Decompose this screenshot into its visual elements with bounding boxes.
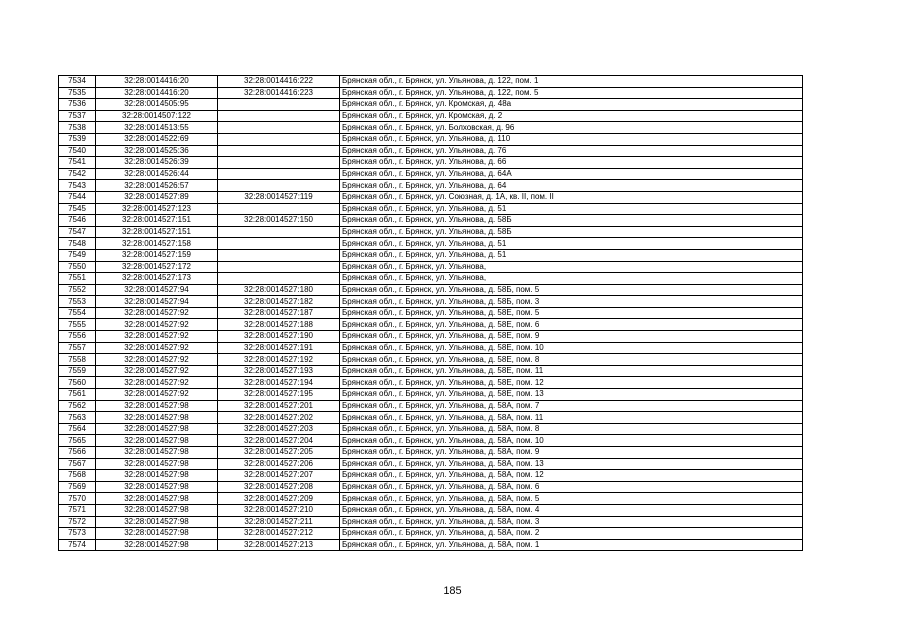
table-row <box>59 423 803 435</box>
page-number: 185 <box>443 585 462 597</box>
sub-cadastral-number-cell <box>218 261 340 273</box>
row-number-cell: 7554 <box>59 307 96 319</box>
row-number-cell: 7564 <box>59 423 96 435</box>
cadastral-number-cell: 32:28:0014527:94 <box>96 296 218 308</box>
address-cell: Брянская обл., г. Брянск, ул. Ульянова, д. 51 <box>340 203 803 215</box>
cadastral-number-cell: 32:28:0014527:92 <box>96 389 218 401</box>
table-row <box>59 342 803 354</box>
cadastral-number-cell: 32:28:0014527:98 <box>96 400 218 412</box>
sub-cadastral-number-cell: 32:28:0014527:150 <box>218 215 340 227</box>
sub-cadastral-number-cell: 32:28:0014527:182 <box>218 296 340 308</box>
address-cell: Брянская обл., г. Брянск, ул. Ульянова, <box>340 273 803 285</box>
cadastral-number-cell: 32:28:0014527:123 <box>96 203 218 215</box>
address-cell: Брянская обл., г. Брянск, ул. Ульянова, д. 58Б, пом. 3 <box>340 296 803 308</box>
table-row <box>59 296 803 308</box>
address-cell: Брянская обл., г. Брянск, ул. Ульянова, д. 122, пом. 5 <box>340 87 803 99</box>
row-number-cell: 7573 <box>59 528 96 540</box>
sub-cadastral-number-cell <box>218 110 340 122</box>
table-row <box>59 273 803 285</box>
table-row <box>59 528 803 540</box>
sub-cadastral-number-cell <box>218 249 340 261</box>
address-cell: Брянская обл., г. Брянск, ул. Болховская, д. 96 <box>340 122 803 134</box>
address-cell: Брянская обл., г. Брянск, ул. Ульянова, д. 51 <box>340 249 803 261</box>
table-row <box>59 389 803 401</box>
table-row <box>59 191 803 203</box>
sub-cadastral-number-cell: 32:28:0014527:195 <box>218 389 340 401</box>
address-cell: Брянская обл., г. Брянск, ул. Ульянова, д. 51 <box>340 238 803 250</box>
cadastral-number-cell: 32:28:0014527:98 <box>96 539 218 551</box>
address-cell: Брянская обл., г. Брянск, ул. Ульянова, д. 76 <box>340 145 803 157</box>
cadastral-number-cell: 32:28:0014526:39 <box>96 157 218 169</box>
address-cell: Брянская обл., г. Брянск, ул. Ульянова, д. 58Е, пом. 13 <box>340 389 803 401</box>
table-row <box>59 516 803 528</box>
sub-cadastral-number-cell: 32:28:0014527:211 <box>218 516 340 528</box>
sub-cadastral-number-cell <box>218 133 340 145</box>
row-number-cell: 7571 <box>59 504 96 516</box>
sub-cadastral-number-cell: 32:28:0014527:180 <box>218 284 340 296</box>
row-number-cell: 7557 <box>59 342 96 354</box>
cadastral-number-cell: 32:28:0014527:98 <box>96 447 218 459</box>
cadastral-number-cell: 32:28:0014527:98 <box>96 504 218 516</box>
address-cell: Брянская обл., г. Брянск, ул. Ульянова, д. 58Е, пом. 5 <box>340 307 803 319</box>
sub-cadastral-number-cell <box>218 203 340 215</box>
cadastral-number-cell: 32:28:0014527:92 <box>96 354 218 366</box>
table-row <box>59 435 803 447</box>
sub-cadastral-number-cell: 32:28:0014416:223 <box>218 87 340 99</box>
sub-cadastral-number-cell <box>218 122 340 134</box>
row-number-cell: 7560 <box>59 377 96 389</box>
address-cell: Брянская обл., г. Брянск, ул. Ульянова, д. 58Е, пом. 11 <box>340 365 803 377</box>
address-cell: Брянская обл., г. Брянск, ул. Ульянова, д. 58Б <box>340 215 803 227</box>
sub-cadastral-number-cell: 32:28:0014527:210 <box>218 504 340 516</box>
row-number-cell: 7565 <box>59 435 96 447</box>
cadastral-number-cell: 32:28:0014527:92 <box>96 319 218 331</box>
sub-cadastral-number-cell: 32:28:0014527:212 <box>218 528 340 540</box>
address-cell: Брянская обл., г. Брянск, ул. Союзная, д. 1А, кв. II, пом. II <box>340 191 803 203</box>
row-number-cell: 7568 <box>59 470 96 482</box>
row-number-cell: 7546 <box>59 215 96 227</box>
sub-cadastral-number-cell <box>218 180 340 192</box>
sub-cadastral-number-cell: 32:28:0014527:188 <box>218 319 340 331</box>
cadastral-number-cell: 32:28:0014527:89 <box>96 191 218 203</box>
row-number-cell: 7551 <box>59 273 96 285</box>
cadastral-number-cell: 32:28:0014527:98 <box>96 458 218 470</box>
row-number-cell: 7569 <box>59 481 96 493</box>
table-row <box>59 331 803 343</box>
row-number-cell: 7550 <box>59 261 96 273</box>
table-row <box>59 319 803 331</box>
row-number-cell: 7541 <box>59 157 96 169</box>
table-row <box>59 87 803 99</box>
table-row <box>59 481 803 493</box>
cadastral-number-cell: 32:28:0014522:69 <box>96 133 218 145</box>
table-row <box>59 284 803 296</box>
table-row <box>59 447 803 459</box>
address-cell: Брянская обл., г. Брянск, ул. Ульянова, д. 58А, пом. 2 <box>340 528 803 540</box>
sub-cadastral-number-cell: 32:28:0014527:208 <box>218 481 340 493</box>
row-number-cell: 7544 <box>59 191 96 203</box>
table-row <box>59 458 803 470</box>
cadastral-number-cell: 32:28:0014527:92 <box>96 342 218 354</box>
row-number-cell: 7555 <box>59 319 96 331</box>
address-cell: Брянская обл., г. Брянск, ул. Ульянова, д. 58Б <box>340 226 803 238</box>
row-number-cell: 7542 <box>59 168 96 180</box>
sub-cadastral-number-cell: 32:28:0014527:205 <box>218 447 340 459</box>
sub-cadastral-number-cell: 32:28:0014527:206 <box>218 458 340 470</box>
table-row <box>59 180 803 192</box>
table-row <box>59 493 803 505</box>
address-cell: Брянская обл., г. Брянск, ул. Ульянова, д. 58Б, пом. 5 <box>340 284 803 296</box>
row-number-cell: 7556 <box>59 331 96 343</box>
sub-cadastral-number-cell: 32:28:0014527:201 <box>218 400 340 412</box>
table-row <box>59 168 803 180</box>
table-row <box>59 215 803 227</box>
sub-cadastral-number-cell: 32:28:0014527:194 <box>218 377 340 389</box>
address-cell: Брянская обл., г. Брянск, ул. Ульянова, д. 58Е, пом. 12 <box>340 377 803 389</box>
table-row <box>59 110 803 122</box>
records-table <box>58 75 803 551</box>
cadastral-number-cell: 32:28:0014527:151 <box>96 226 218 238</box>
row-number-cell: 7543 <box>59 180 96 192</box>
table-row <box>59 377 803 389</box>
cadastral-number-cell: 32:28:0014527:98 <box>96 470 218 482</box>
cadastral-number-cell: 32:28:0014527:98 <box>96 423 218 435</box>
row-number-cell: 7545 <box>59 203 96 215</box>
address-cell: Брянская обл., г. Брянск, ул. Ульянова, д. 58А, пом. 13 <box>340 458 803 470</box>
table-row <box>59 157 803 169</box>
cadastral-number-cell: 32:28:0014527:92 <box>96 307 218 319</box>
address-cell: Брянская обл., г. Брянск, ул. Ульянова, д. 58Е, пом. 9 <box>340 331 803 343</box>
address-cell: Брянская обл., г. Брянск, ул. Ульянова, д. 122, пом. 1 <box>340 76 803 88</box>
cadastral-number-cell: 32:28:0014416:20 <box>96 76 218 88</box>
sub-cadastral-number-cell: 32:28:0014527:187 <box>218 307 340 319</box>
sub-cadastral-number-cell: 32:28:0014527:192 <box>218 354 340 366</box>
address-cell: Брянская обл., г. Брянск, ул. Ульянова, д. 58А, пом. 11 <box>340 412 803 424</box>
table-row <box>59 400 803 412</box>
table-row <box>59 354 803 366</box>
sub-cadastral-number-cell <box>218 238 340 250</box>
address-cell: Брянская обл., г. Брянск, ул. Ульянова, д. 58Е, пом. 10 <box>340 342 803 354</box>
sub-cadastral-number-cell: 32:28:0014527:207 <box>218 470 340 482</box>
address-cell: Брянская обл., г. Брянск, ул. Ульянова, д. 58А, пом. 9 <box>340 447 803 459</box>
cadastral-number-cell: 32:28:0014527:94 <box>96 284 218 296</box>
address-cell: Брянская обл., г. Брянск, ул. Ульянова, д. 58А, пом. 5 <box>340 493 803 505</box>
table-row <box>59 504 803 516</box>
sub-cadastral-number-cell: 32:28:0014527:204 <box>218 435 340 447</box>
table-row <box>59 261 803 273</box>
row-number-cell: 7562 <box>59 400 96 412</box>
table-row <box>59 412 803 424</box>
address-cell: Брянская обл., г. Брянск, ул. Ульянова, д. 58А, пом. 12 <box>340 470 803 482</box>
row-number-cell: 7540 <box>59 145 96 157</box>
cadastral-number-cell: 32:28:0014526:57 <box>96 180 218 192</box>
address-cell: Брянская обл., г. Брянск, ул. Ульянова, д. 58А, пом. 10 <box>340 435 803 447</box>
address-cell: Брянская обл., г. Брянск, ул. Ульянова, <box>340 261 803 273</box>
table-row <box>59 122 803 134</box>
address-cell: Брянская обл., г. Брянск, ул. Ульянова, д. 58А, пом. 4 <box>340 504 803 516</box>
address-cell: Брянская обл., г. Брянск, ул. Ульянова, д. 58А, пом. 8 <box>340 423 803 435</box>
sub-cadastral-number-cell: 32:28:0014527:202 <box>218 412 340 424</box>
cadastral-number-cell: 32:28:0014527:151 <box>96 215 218 227</box>
sub-cadastral-number-cell <box>218 157 340 169</box>
sub-cadastral-number-cell: 32:28:0014527:119 <box>218 191 340 203</box>
sub-cadastral-number-cell <box>218 99 340 111</box>
sub-cadastral-number-cell <box>218 226 340 238</box>
address-cell: Брянская обл., г. Брянск, ул. Ульянова, д. 58Е, пом. 6 <box>340 319 803 331</box>
row-number-cell: 7536 <box>59 99 96 111</box>
cadastral-number-cell: 32:28:0014527:173 <box>96 273 218 285</box>
address-cell: Брянская обл., г. Брянск, ул. Кромская, д. 48а <box>340 99 803 111</box>
sub-cadastral-number-cell: 32:28:0014416:222 <box>218 76 340 88</box>
cadastral-number-cell: 32:28:0014527:159 <box>96 249 218 261</box>
row-number-cell: 7567 <box>59 458 96 470</box>
cadastral-number-cell: 32:28:0014527:98 <box>96 481 218 493</box>
row-number-cell: 7534 <box>59 76 96 88</box>
table-row <box>59 133 803 145</box>
cadastral-number-cell: 32:28:0014527:98 <box>96 516 218 528</box>
table-row <box>59 307 803 319</box>
sub-cadastral-number-cell: 32:28:0014527:213 <box>218 539 340 551</box>
row-number-cell: 7537 <box>59 110 96 122</box>
cadastral-number-cell: 32:28:0014507:122 <box>96 110 218 122</box>
cadastral-number-cell: 32:28:0014527:98 <box>96 435 218 447</box>
table-row <box>59 539 803 551</box>
row-number-cell: 7548 <box>59 238 96 250</box>
row-number-cell: 7574 <box>59 539 96 551</box>
address-cell: Брянская обл., г. Брянск, ул. Ульянова, д. 58А, пом. 7 <box>340 400 803 412</box>
address-cell: Брянская обл., г. Брянск, ул. Ульянова, д. 66 <box>340 157 803 169</box>
table-row <box>59 249 803 261</box>
cadastral-number-cell: 32:28:0014527:92 <box>96 377 218 389</box>
address-cell: Брянская обл., г. Брянск, ул. Ульянова, д. 110 <box>340 133 803 145</box>
table-row <box>59 238 803 250</box>
table-row <box>59 470 803 482</box>
cadastral-number-cell: 32:28:0014527:98 <box>96 493 218 505</box>
address-cell: Брянская обл., г. Брянск, ул. Ульянова, д. 58А, пом. 3 <box>340 516 803 528</box>
records-table-body <box>59 76 803 551</box>
row-number-cell: 7570 <box>59 493 96 505</box>
cadastral-number-cell: 32:28:0014525:36 <box>96 145 218 157</box>
table-row <box>59 145 803 157</box>
cadastral-number-cell: 32:28:0014527:92 <box>96 365 218 377</box>
cadastral-number-cell: 32:28:0014416:20 <box>96 87 218 99</box>
address-cell: Брянская обл., г. Брянск, ул. Кромская, д. 2 <box>340 110 803 122</box>
sub-cadastral-number-cell: 32:28:0014527:193 <box>218 365 340 377</box>
row-number-cell: 7561 <box>59 389 96 401</box>
sub-cadastral-number-cell: 32:28:0014527:203 <box>218 423 340 435</box>
address-cell: Брянская обл., г. Брянск, ул. Ульянова, д. 58А, пом. 1 <box>340 539 803 551</box>
cadastral-number-cell: 32:28:0014527:158 <box>96 238 218 250</box>
cadastral-number-cell: 32:28:0014527:98 <box>96 528 218 540</box>
sub-cadastral-number-cell: 32:28:0014527:190 <box>218 331 340 343</box>
row-number-cell: 7539 <box>59 133 96 145</box>
row-number-cell: 7559 <box>59 365 96 377</box>
cadastral-number-cell: 32:28:0014527:98 <box>96 412 218 424</box>
cadastral-number-cell: 32:28:0014513:55 <box>96 122 218 134</box>
address-cell: Брянская обл., г. Брянск, ул. Ульянова, д. 58Е, пом. 8 <box>340 354 803 366</box>
table-row <box>59 226 803 238</box>
sub-cadastral-number-cell <box>218 168 340 180</box>
sub-cadastral-number-cell <box>218 273 340 285</box>
sub-cadastral-number-cell: 32:28:0014527:191 <box>218 342 340 354</box>
row-number-cell: 7552 <box>59 284 96 296</box>
sub-cadastral-number-cell <box>218 145 340 157</box>
table-row <box>59 203 803 215</box>
row-number-cell: 7566 <box>59 447 96 459</box>
cadastral-number-cell: 32:28:0014505:95 <box>96 99 218 111</box>
row-number-cell: 7563 <box>59 412 96 424</box>
address-cell: Брянская обл., г. Брянск, ул. Ульянова, д. 58А, пом. 6 <box>340 481 803 493</box>
cadastral-number-cell: 32:28:0014527:172 <box>96 261 218 273</box>
cadastral-number-cell: 32:28:0014527:92 <box>96 331 218 343</box>
row-number-cell: 7549 <box>59 249 96 261</box>
table-row <box>59 365 803 377</box>
sub-cadastral-number-cell: 32:28:0014527:209 <box>218 493 340 505</box>
address-cell: Брянская обл., г. Брянск, ул. Ульянова, д. 64 <box>340 180 803 192</box>
row-number-cell: 7535 <box>59 87 96 99</box>
row-number-cell: 7538 <box>59 122 96 134</box>
row-number-cell: 7547 <box>59 226 96 238</box>
row-number-cell: 7553 <box>59 296 96 308</box>
cadastral-number-cell: 32:28:0014526:44 <box>96 168 218 180</box>
row-number-cell: 7558 <box>59 354 96 366</box>
table-row <box>59 99 803 111</box>
row-number-cell: 7572 <box>59 516 96 528</box>
address-cell: Брянская обл., г. Брянск, ул. Ульянова, д. 64А <box>340 168 803 180</box>
table-row <box>59 76 803 88</box>
